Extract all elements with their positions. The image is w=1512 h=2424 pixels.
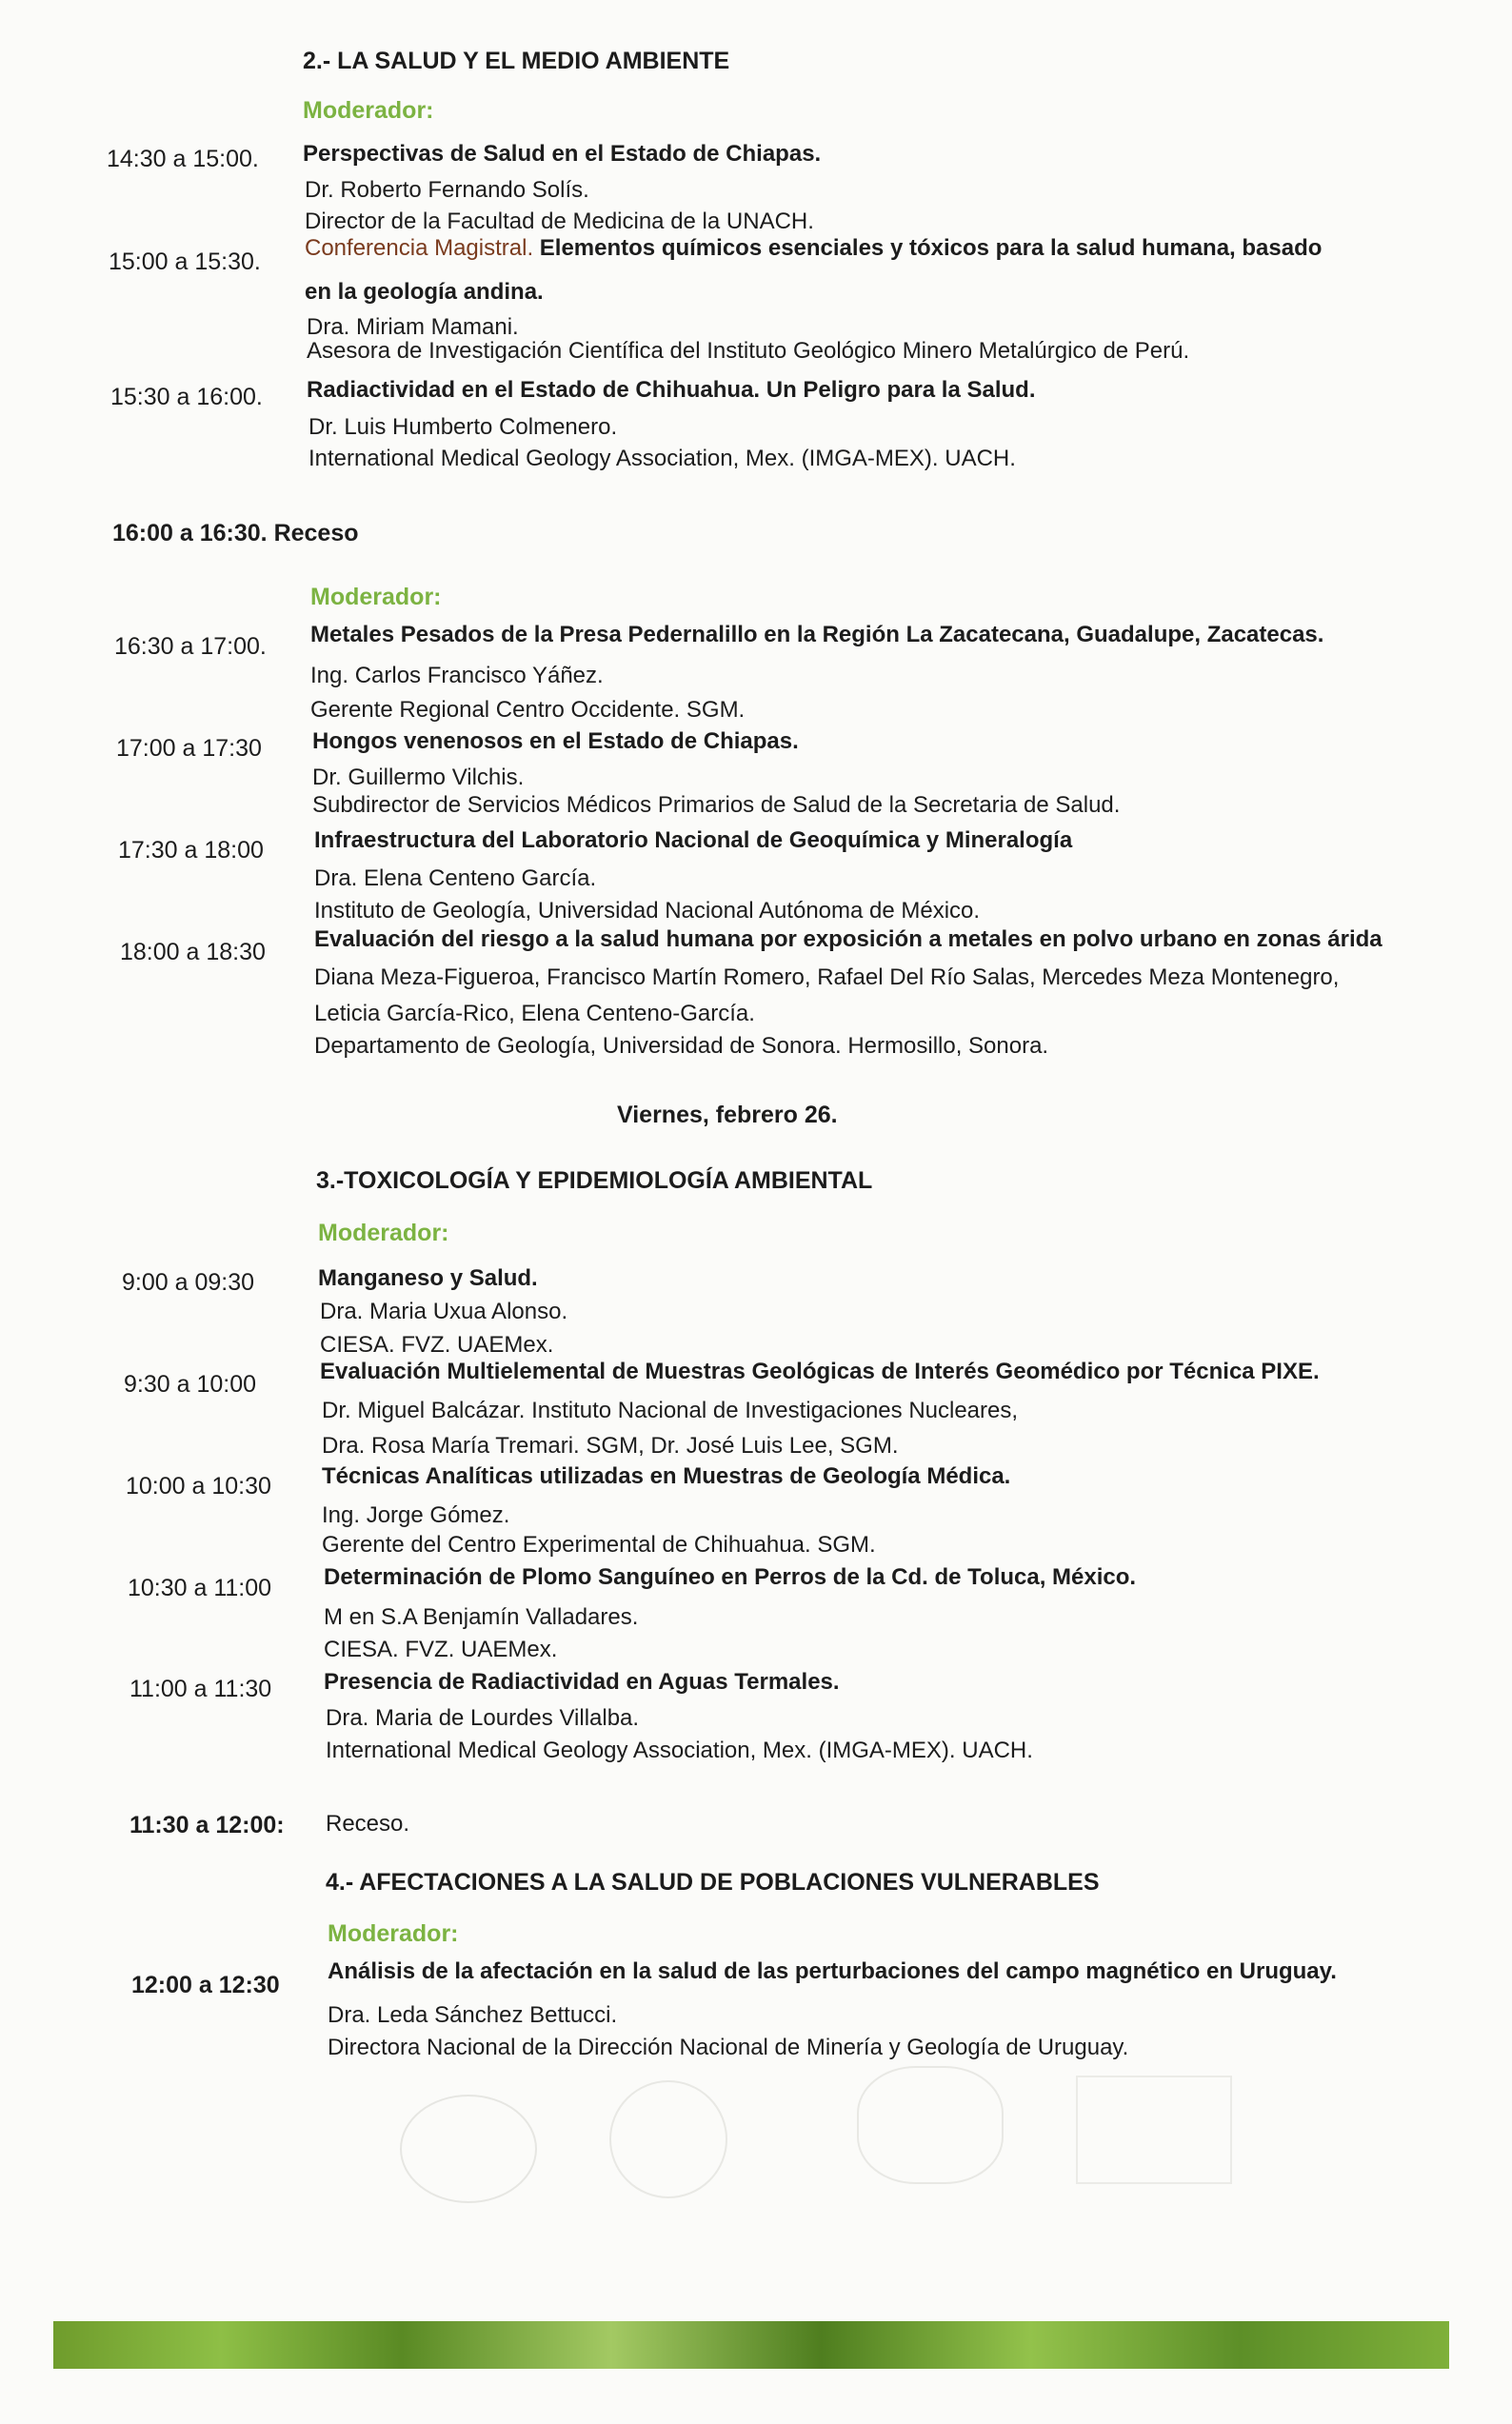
break-label: Receso. <box>326 1811 410 1837</box>
affiliation: CIESA. FVZ. UAEMex. <box>324 1637 558 1662</box>
speaker: Dra. Miriam Mamani. <box>307 314 519 340</box>
time-slot: 17:30 a 18:00 <box>118 837 264 864</box>
talk-title: Infraestructura del Laboratorio Nacional de Geoquímica y Mineralogía <box>314 827 1073 853</box>
time-slot: 15:00 a 15:30. <box>109 248 261 275</box>
footer-green-band <box>53 2321 1449 2369</box>
time-slot: 9:00 a 09:30 <box>122 1269 255 1296</box>
speaker: Dr. Luis Humberto Colmenero. <box>308 414 618 440</box>
speaker: Dra. Maria Uxua Alonso. <box>320 1299 568 1324</box>
faint-logo <box>1076 2076 1232 2184</box>
time-slot: 18:00 a 18:30 <box>120 939 266 965</box>
talk-title: Perspectivas de Salud en el Estado de Chiapas. <box>303 141 822 167</box>
talk-title: Manganeso y Salud. <box>318 1265 538 1291</box>
time-slot: 10:30 a 11:00 <box>128 1575 272 1601</box>
talk-title: Hongos venenosos en el Estado de Chiapas. <box>312 728 799 754</box>
speaker: Dra. Elena Centeno García. <box>314 865 597 891</box>
affiliation: CIESA. FVZ. UAEMex. <box>320 1332 554 1358</box>
section-2-title: 2.- LA SALUD Y EL MEDIO AMBIENTE <box>303 48 730 74</box>
speaker: Ing. Carlos Francisco Yáñez. <box>310 663 604 688</box>
affiliation: Gerente del Centro Experimental de Chihuahua. SGM. <box>322 1532 876 1558</box>
faint-logo <box>609 2080 727 2198</box>
break-time: 11:30 a 12:00: <box>129 1812 285 1838</box>
affiliation: Subdirector de Servicios Médicos Primarios de Salud de la Secretaria de Salud. <box>312 792 1121 818</box>
talk-title: Análisis de la afectación en la salud de las perturbaciones del campo magnético en Uruguay. <box>328 1958 1337 1984</box>
speaker: Dr. Roberto Fernando Solís. <box>305 177 589 203</box>
talk-title: Técnicas Analíticas utilizadas en Muestras de Geología Médica. <box>322 1463 1011 1489</box>
talk-title-cont: en la geología andina. <box>305 279 544 305</box>
speaker: Dr. Miguel Balcázar. Instituto Nacional de Investigaciones Nucleares, <box>322 1398 1019 1423</box>
speaker: Dra. Leda Sánchez Bettucci. <box>328 2002 618 2028</box>
affiliation: Director de la Facultad de Medicina de la UNACH. <box>305 209 814 234</box>
moderator-label: Moderador: <box>310 584 442 610</box>
time-slot: 10:00 a 10:30 <box>126 1473 271 1500</box>
moderator-label: Moderador: <box>303 97 434 124</box>
moderator-label: Moderador: <box>328 1920 459 1947</box>
speaker: Ing. Jorge Gómez. <box>322 1502 510 1528</box>
time-slot: 17:00 a 17:30 <box>116 735 262 762</box>
affiliation: Asesora de Investigación Científica del Instituto Geológico Minero Metalúrgico de Perú. <box>307 338 1190 364</box>
affiliation: Departamento de Geología, Universidad de Sonora. Hermosillo, Sonora. <box>314 1033 1049 1059</box>
time-slot: 15:30 a 16:00. <box>110 384 263 410</box>
faint-logo <box>400 2095 537 2203</box>
time-slot: 11:00 a 11:30 <box>129 1676 272 1702</box>
time-slot: 9:30 a 10:00 <box>124 1371 257 1398</box>
speaker: Dra. Maria de Lourdes Villalba. <box>326 1705 640 1731</box>
section-4-title: 4.- AFECTACIONES A LA SALUD DE POBLACIONES VULNERABLES <box>326 1869 1100 1896</box>
talk-title: Radiactividad en el Estado de Chihuahua. Un Peligro para la Salud. <box>307 377 1036 403</box>
conference-label: Conferencia Magistral. <box>305 235 534 261</box>
affiliation: International Medical Geology Association, Mex. (IMGA-MEX). UACH. <box>326 1738 1033 1763</box>
moderator-label: Moderador: <box>318 1220 449 1246</box>
section-3-title: 3.-TOXICOLOGÍA Y EPIDEMIOLOGÍA AMBIENTAL <box>316 1167 873 1194</box>
affiliation: Gerente Regional Centro Occidente. SGM. <box>310 697 746 723</box>
time-slot: 12:00 a 12:30 <box>131 1972 280 1998</box>
talk-title: Metales Pesados de la Presa Pedernalillo en la Región La Zacatecana, Guadalupe, Zacatecas. <box>310 622 1324 647</box>
break-row: 16:00 a 16:30. Receso <box>112 520 359 546</box>
speaker: Leticia García-Rico, Elena Centeno-García. <box>314 1001 755 1026</box>
talk-title: Conferencia Magistral. Elementos químicos esenciales y tóxicos para la salud humana, basado <box>305 235 1323 261</box>
affiliation: Directora Nacional de la Dirección Nacional de Minería y Geología de Uruguay. <box>328 2035 1129 2060</box>
faint-logo <box>857 2066 1004 2184</box>
time-slot: 14:30 a 15:00. <box>107 146 259 172</box>
affiliation: Instituto de Geología, Universidad Nacional Autónoma de México. <box>314 898 981 924</box>
speaker: Dr. Guillermo Vilchis. <box>312 765 525 790</box>
talk-title: Evaluación del riesgo a la salud humana por exposición a metales en polvo urbano en zonas árida <box>314 926 1383 952</box>
affiliation: International Medical Geology Association, Mex. (IMGA-MEX). UACH. <box>308 446 1016 471</box>
talk-title: Presencia de Radiactividad en Aguas Termales. <box>324 1669 840 1695</box>
talk-title: Determinación de Plomo Sanguíneo en Perros de la Cd. de Toluca, México. <box>324 1564 1137 1590</box>
talk-title: Evaluación Multielemental de Muestras Geológicas de Interés Geomédico por Técnica PIXE. <box>320 1359 1320 1384</box>
day-heading: Viernes, febrero 26. <box>617 1102 838 1128</box>
speaker: Diana Meza-Figueroa, Francisco Martín Romero, Rafael Del Río Salas, Mercedes Meza Montenegro, <box>314 964 1340 990</box>
speaker: Dra. Rosa María Tremari. SGM, Dr. José Luis Lee, SGM. <box>322 1433 899 1459</box>
speaker: M en S.A Benjamín Valladares. <box>324 1604 639 1630</box>
time-slot: 16:30 a 17:00. <box>114 633 267 660</box>
